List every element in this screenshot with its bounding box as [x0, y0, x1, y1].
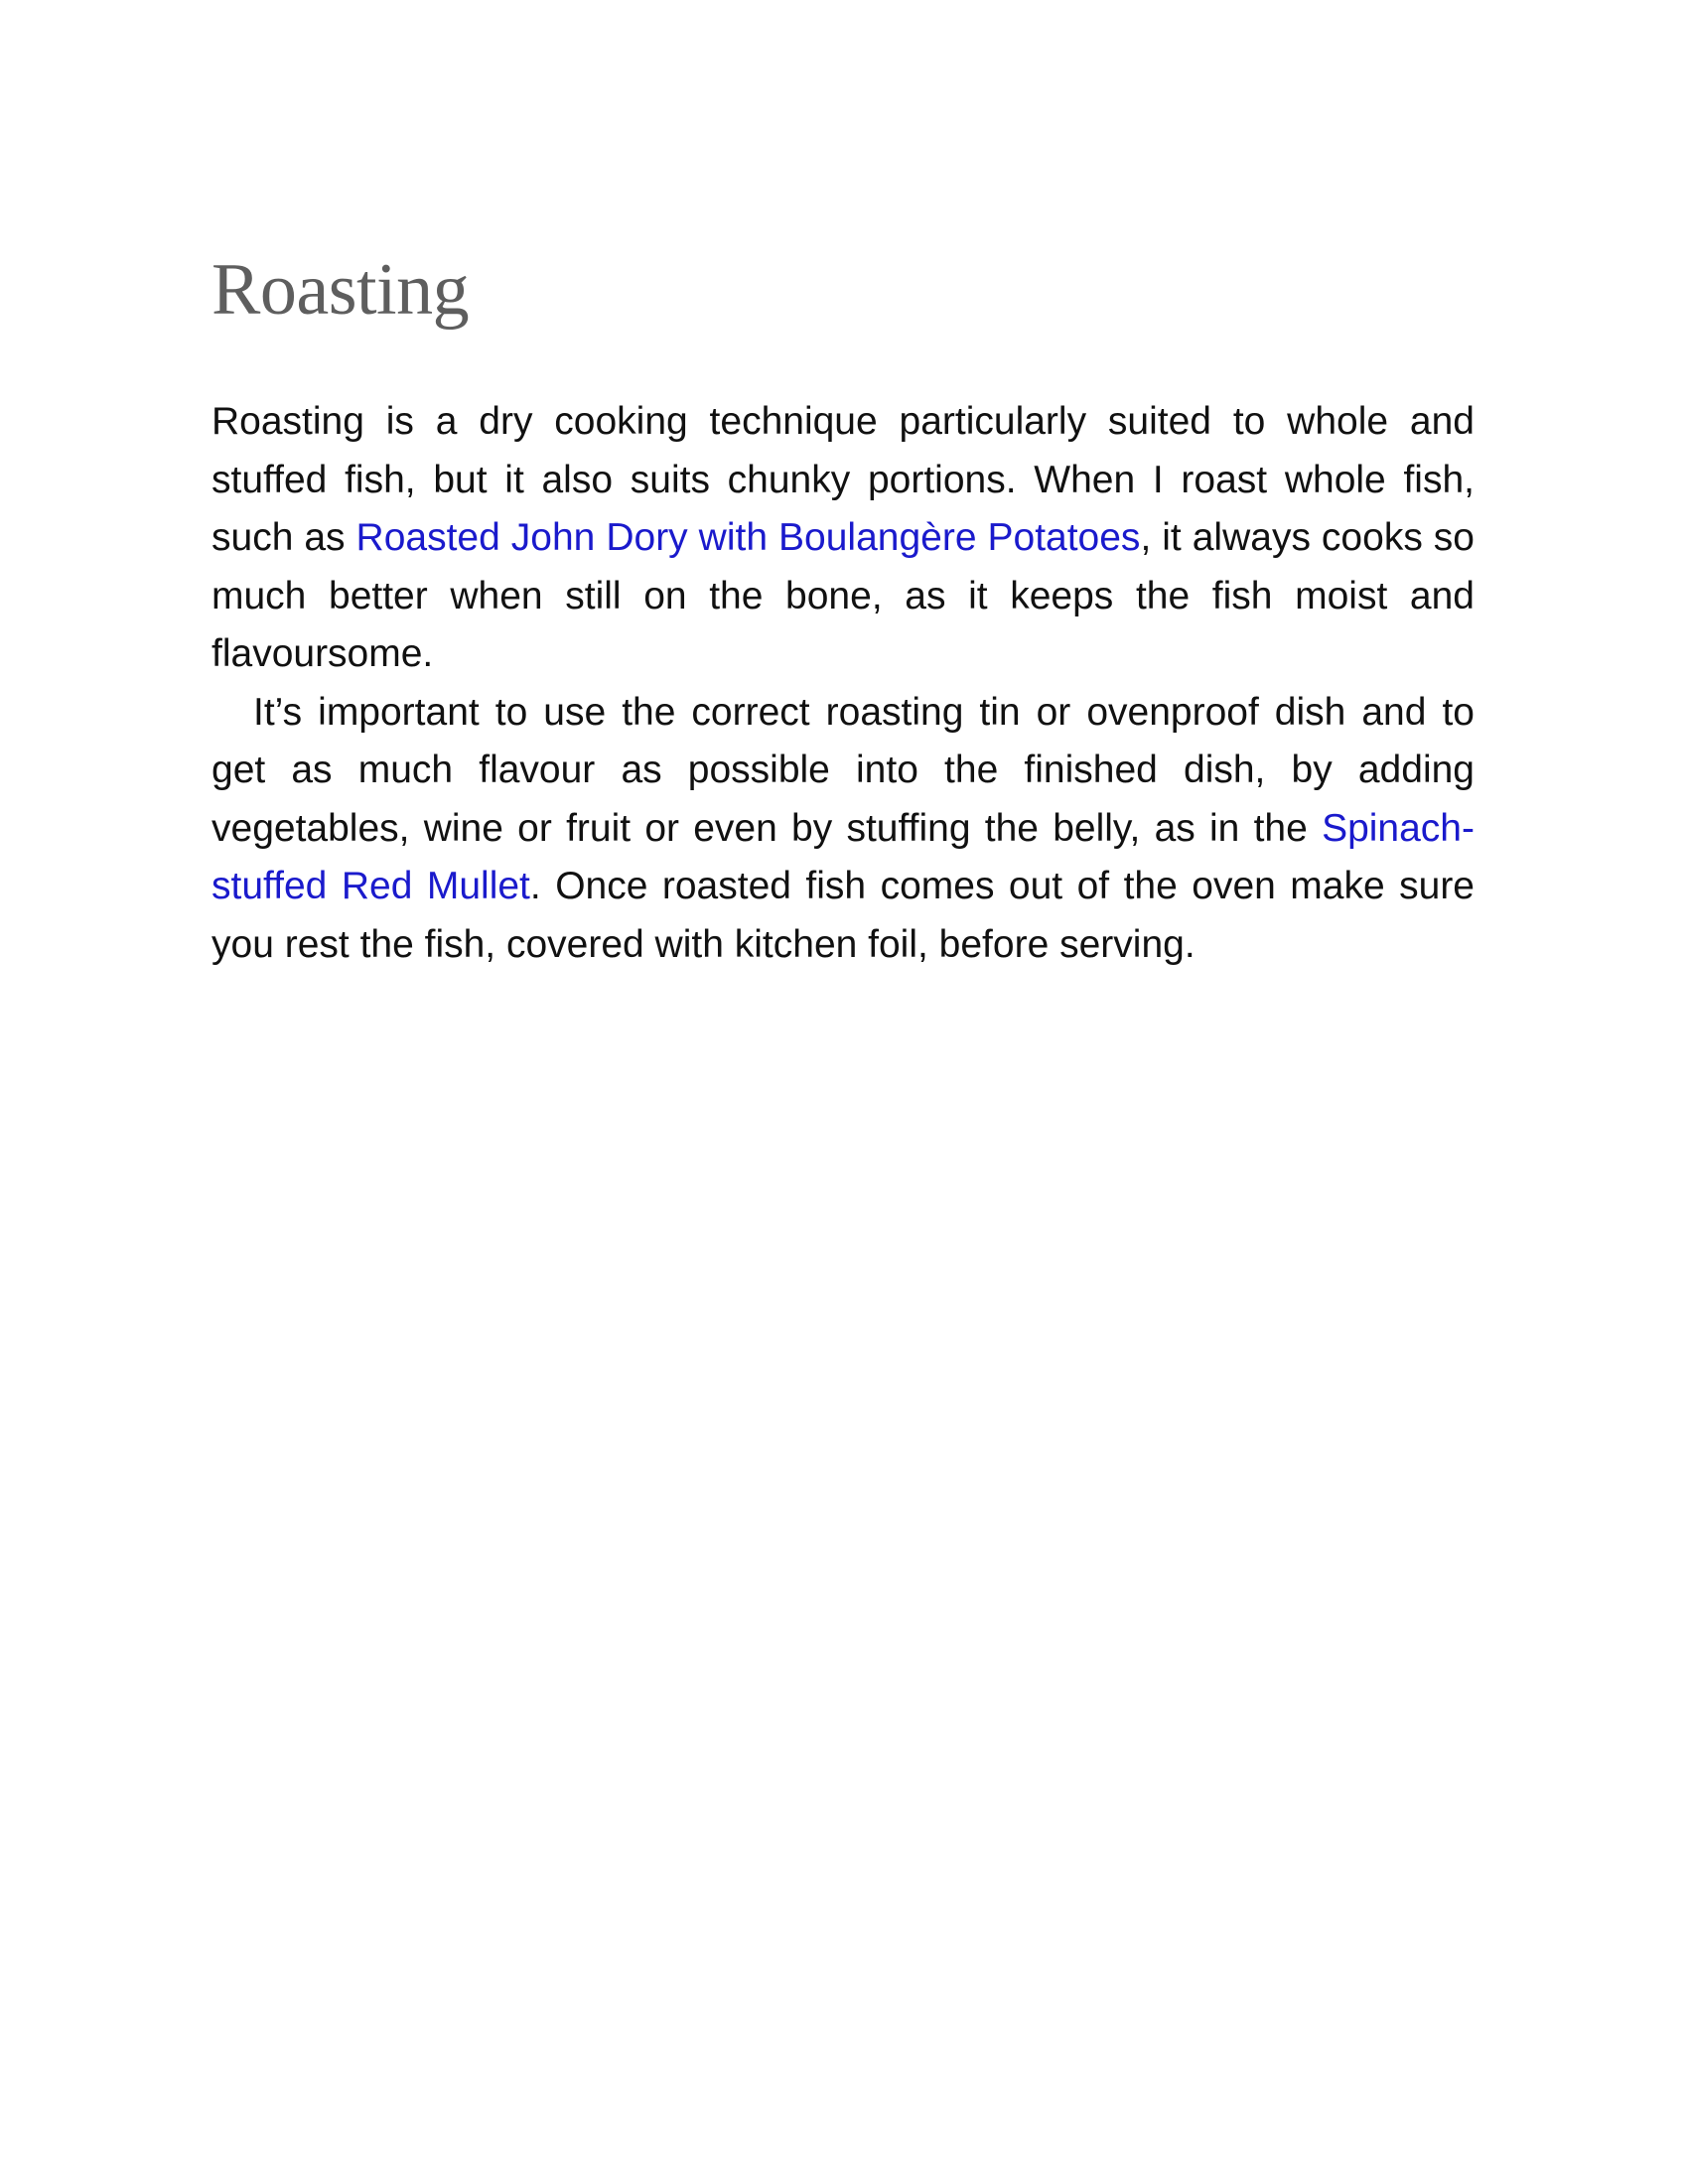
paragraph-intro-text-end: , it always cooks so much better when still on the bone, as it keeps the fish moist and flavoursome. — [211, 516, 1475, 676]
paragraph-technique — [211, 684, 1475, 975]
link-roasted-john-dory[interactable]: Roasted John Dory with Boulangère Potatoes — [355, 516, 1141, 560]
paragraph-intro — [211, 393, 1475, 684]
paragraph-intro-text-start: Roasting is a dry cooking technique particularly suited to whole and stuffed fish, but it also suits chunky portions. When I roast whole fish, such as — [211, 400, 1475, 560]
paragraph-technique-text-start: It’s important to use the correct roasting tin or ovenproof dish and to get as much flavour as possible into the finished dish, by adding vegetables, wine or fruit or even by stuffing the belly, as in the — [211, 690, 1475, 850]
section-title: Roasting — [211, 249, 470, 331]
page-content — [211, 250, 1475, 974]
link-spinach-stuffed-red-mullet[interactable]: Spinach-stuffed Red Mullet — [211, 806, 1475, 908]
paragraph-technique-text-end: . Once roasted fish comes out of the oven make sure you rest the fish, covered with kitchen foil, before serving. — [211, 865, 1475, 966]
